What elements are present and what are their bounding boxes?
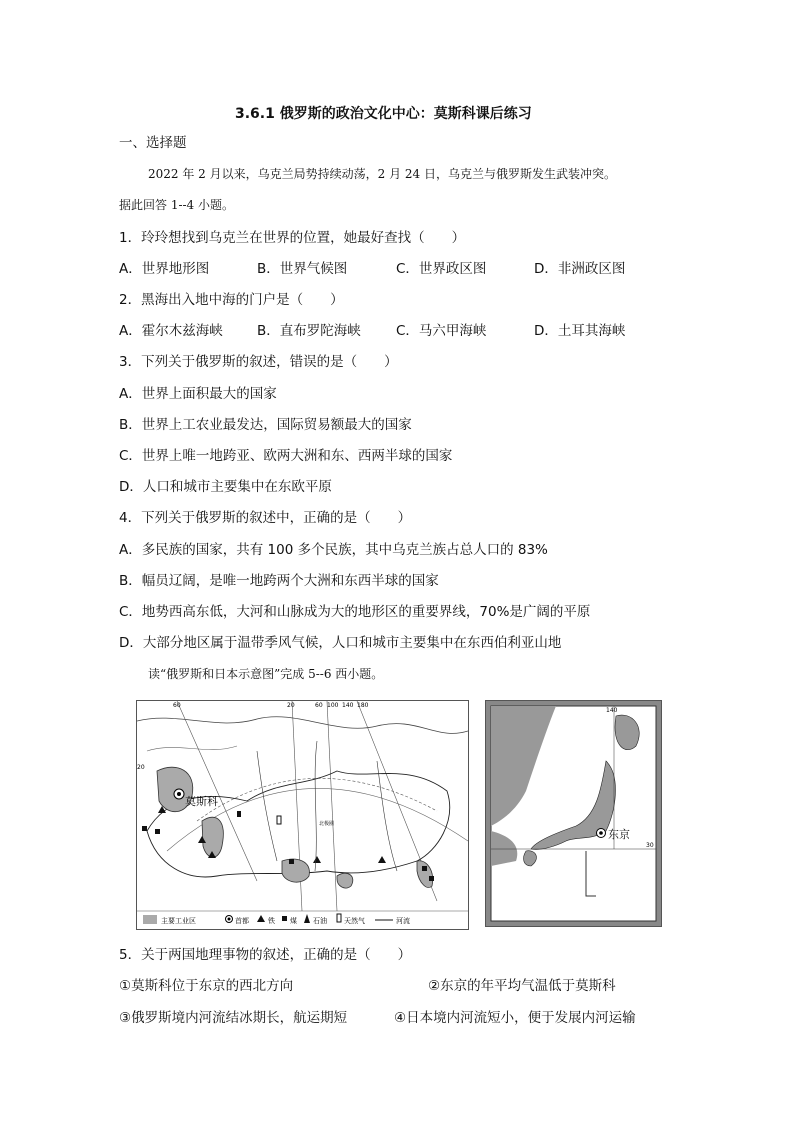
legend-coal: 煤 [290, 917, 297, 925]
q1-option-a[interactable]: A．世界地形图 [119, 261, 210, 277]
section-heading: 一、选择题 [119, 135, 187, 151]
japan-lat-label: 30 [646, 842, 654, 849]
q5-statement-4: ④日本境内河流短小，便于发展内河运输 [394, 1010, 636, 1026]
question-1: 1．玲玲想找到乌克兰在世界的位置，她最好查找（ ） [119, 230, 466, 246]
japan-lon-label: 140 [606, 707, 618, 714]
q3-option-d[interactable]: D．人口和城市主要集中在东欧平原 [119, 479, 332, 495]
question-3: 3．下列关于俄罗斯的叙述，错误的是（ ） [119, 354, 398, 370]
q3-option-a[interactable]: A．世界上面积最大的国家 [119, 386, 277, 402]
q3-option-c[interactable]: C．世界上唯一地跨亚、欧两大洲和东、西两半球的国家 [119, 448, 453, 464]
q5-statement-1: ①莫斯科位于东京的西北方向 [119, 978, 294, 994]
lon-label-20: 20 [287, 702, 295, 709]
question-4: 4．下列关于俄罗斯的叙述中，正确的是（ ） [119, 510, 412, 526]
legend-river: 河流 [396, 917, 410, 925]
q5-statement-3: ③俄罗斯境内河流结冰期长，航运期短 [119, 1010, 348, 1026]
q1-option-c[interactable]: C．世界政区图 [396, 261, 487, 277]
q1-option-b[interactable]: B．世界气候图 [257, 261, 348, 277]
arctic-circle-label: 北极圈 [319, 821, 335, 827]
legend-oil: 石油 [313, 917, 327, 925]
legend-industrial: 主要工业区 [161, 917, 196, 925]
question-5: 5．关于两国地理事物的叙述，正确的是（ ） [119, 947, 412, 963]
lon-label-60e: 60 [315, 702, 323, 709]
q2-option-a[interactable]: A．霍尔木兹海峡 [119, 323, 223, 339]
q4-option-a[interactable]: A．多民族的国家，共有 100 多个民族，其中乌克兰族占总人口的 83% [119, 542, 548, 558]
q2-option-c[interactable]: C．马六甲海峡 [396, 323, 487, 339]
lon-label-140: 140 [342, 702, 354, 709]
intro-line-1: 2022 年 2 月以来，乌克兰局势持续动荡，2 月 24 日，乌克兰与俄罗斯发生武装冲突。 [148, 167, 616, 181]
tokyo-label: 东京 [608, 828, 630, 841]
q4-option-b[interactable]: B．幅员辽阔，是唯一地跨两个大洲和东西半球的国家 [119, 573, 439, 589]
question-2: 2．黑海出入地中海的门户是（ ） [119, 292, 344, 308]
moscow-label: 莫斯科 [185, 795, 218, 808]
legend-iron: 铁 [268, 917, 275, 925]
q1-option-d[interactable]: D．非洲政区图 [534, 261, 626, 277]
lon-label-180: 180 [357, 702, 369, 709]
lat-label-20: 20 [137, 764, 145, 771]
lon-label-60w: 60 [173, 702, 181, 709]
legend-gas: 天然气 [344, 917, 365, 925]
q3-option-b[interactable]: B．世界上工农业最发达，国际贸易额最大的国家 [119, 417, 412, 433]
page-title: 3.6.1 俄罗斯的政治文化中心：莫斯科课后练习 [235, 106, 532, 122]
russia-map [136, 700, 469, 930]
read-map-instruction: 读“俄罗斯和日本示意图”完成 5--6 西小题。 [148, 667, 384, 681]
japan-map [485, 700, 662, 927]
intro-line-2: 据此回答 1--4 小题。 [119, 198, 235, 212]
q4-option-d[interactable]: D．大部分地区属于温带季风气候，人口和城市主要集中在东西伯利亚山地 [119, 635, 562, 651]
lon-label-100: 100 [327, 702, 339, 709]
q2-option-d[interactable]: D．土耳其海峡 [534, 323, 626, 339]
legend-capital: 首都 [235, 917, 249, 925]
q4-option-c[interactable]: C．地势西高东低，大河和山脉成为大的地形区的重要界线，70%是广阔的平原 [119, 604, 591, 620]
q5-statement-2: ②东京的年平均气温低于莫斯科 [428, 978, 616, 994]
q2-option-b[interactable]: B．直布罗陀海峡 [257, 323, 361, 339]
